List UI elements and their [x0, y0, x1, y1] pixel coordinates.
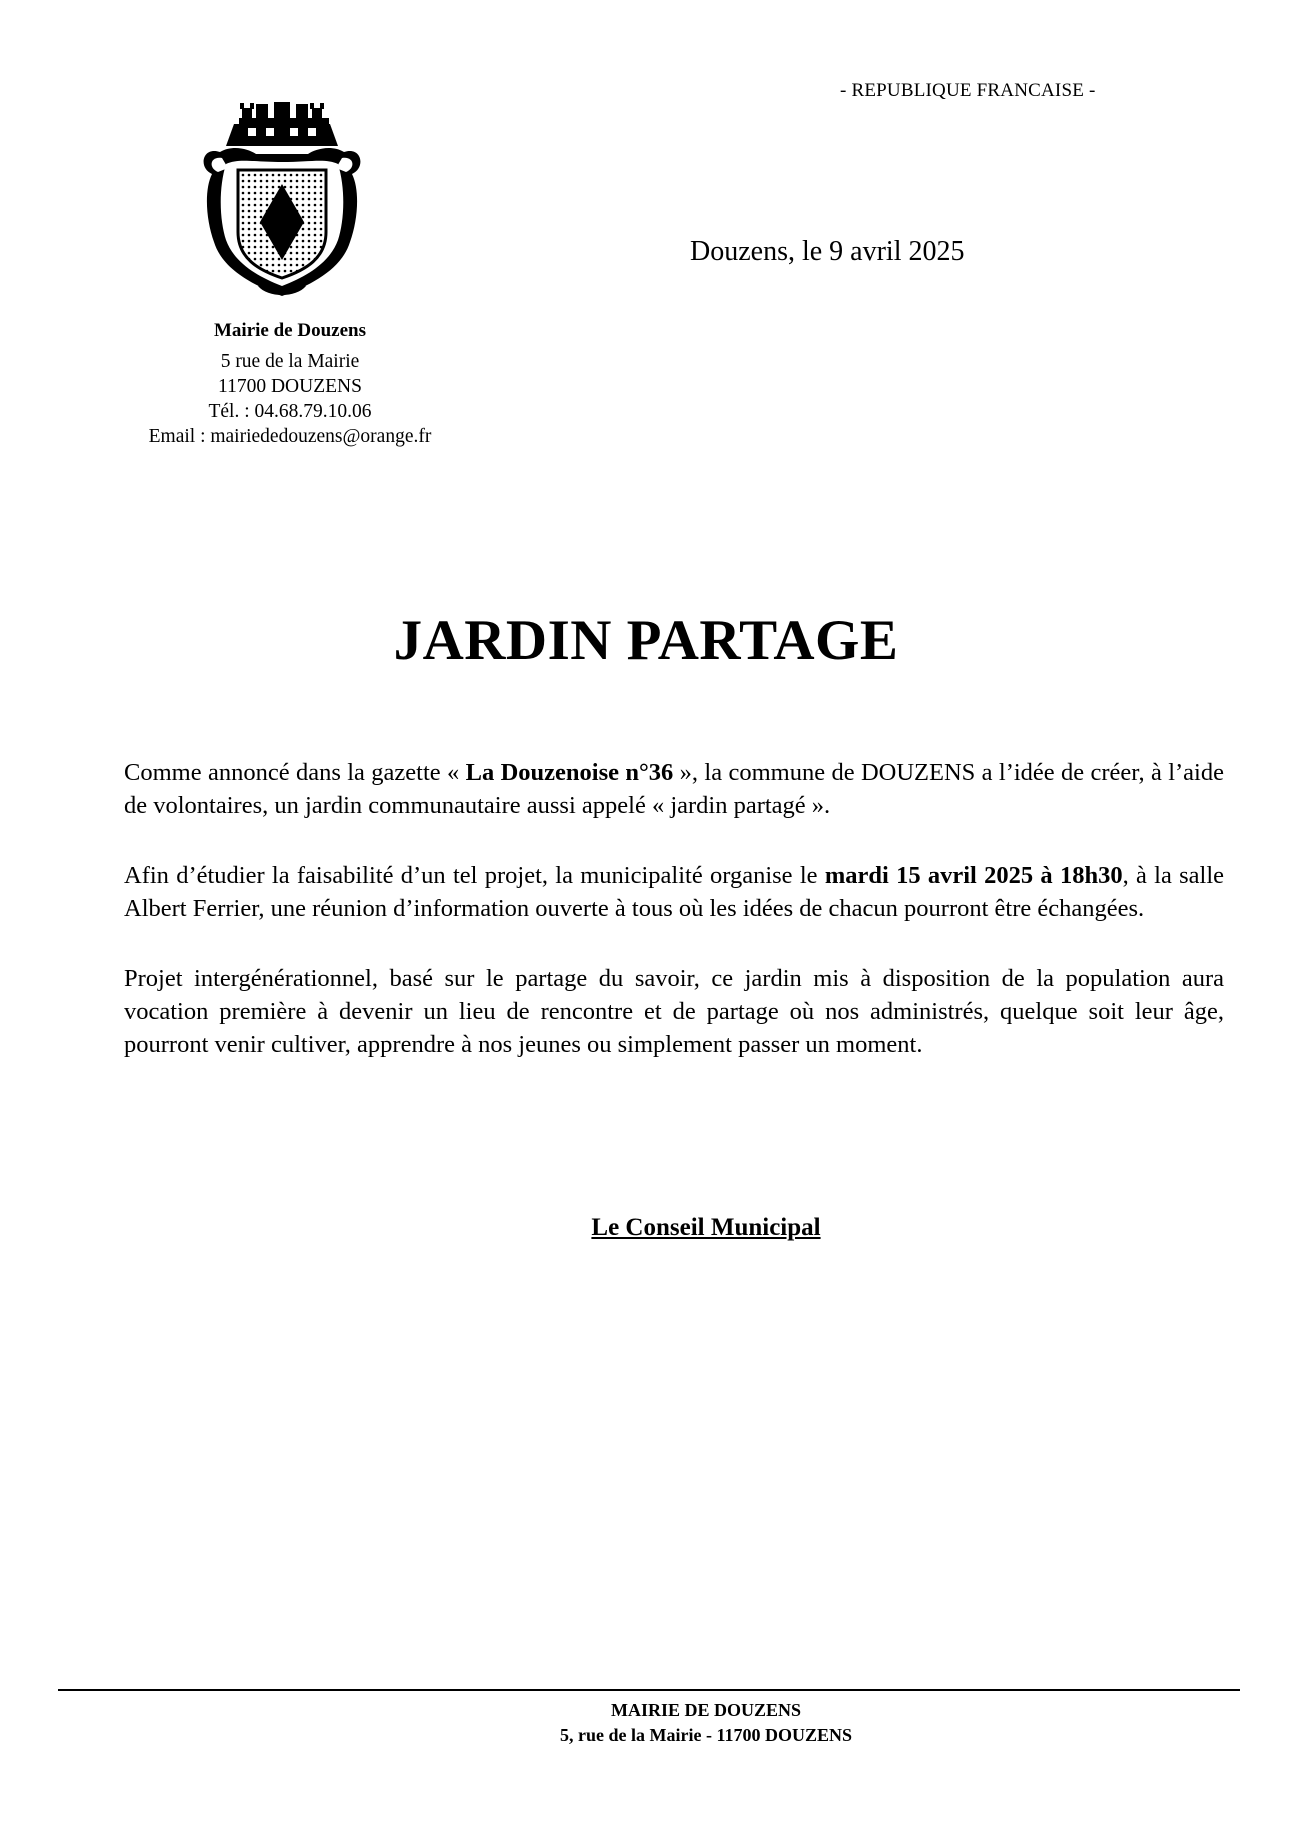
document-title: JARDIN PARTAGE	[393, 609, 899, 672]
mairie-name: Mairie de Douzens	[214, 320, 366, 341]
footer	[0, 1698, 1292, 1748]
place-and-date: Douzens, le 9 avril 2025	[690, 236, 965, 267]
paragraph-text: , à la salle Albert Ferrier, une réunion d’information ouverte à tous où les idées de chacun pourront être échangées.	[124, 862, 1225, 922]
coat-of-arms-crest-icon	[198, 100, 368, 305]
paragraph-announcement	[124, 756, 1224, 822]
paragraph-text: », la commune de DOUZENS a l’idée de créer, à l’aide de volontaires, un jardin communautaire aussi appelé « jardin partagé ».	[124, 759, 1224, 819]
footer-line-2: 5, rue de la Mairie - 11700 DOUZENS	[560, 1725, 852, 1745]
paragraph-meeting	[124, 859, 1224, 925]
mairie-phone: Tél. : 04.68.79.10.06	[208, 401, 372, 422]
gazette-name: La Douzenoise n°36	[465, 759, 674, 786]
mairie-address-line: 5 rue de la Mairie	[220, 351, 360, 372]
paragraph-text: Afin d’étudier la faisabilité d’un tel projet, la municipalité organise le	[124, 862, 825, 889]
mairie-email: Email : mairiededouzens@orange.fr	[148, 426, 432, 447]
paragraph-project: Projet intergénérationnel, basé sur le partage du savoir, ce jardin mis à disposition de la population aura vocation première à devenir un lieu de rencontre et de partage où nos administrés, quelque soit leur âge, pourront venir cultiver, apprendre à nos jeunes ou simplement passer un moment.	[124, 965, 1224, 1058]
signature: Le Conseil Municipal	[591, 1214, 821, 1241]
republique-francaise-header: - REPUBLIQUE FRANCAISE -	[840, 80, 1096, 101]
footer-line-1: MAIRIE DE DOUZENS	[610, 1700, 802, 1720]
mairie-address-block	[100, 318, 480, 449]
meeting-date: mardi 15 avril 2025 à 18h30	[824, 862, 1123, 889]
mairie-city-line: 11700 DOUZENS	[218, 376, 362, 397]
paragraph-text: Comme annoncé dans la gazette «	[124, 759, 466, 786]
footer-divider	[58, 1689, 1240, 1691]
letter-body	[124, 756, 1224, 1098]
